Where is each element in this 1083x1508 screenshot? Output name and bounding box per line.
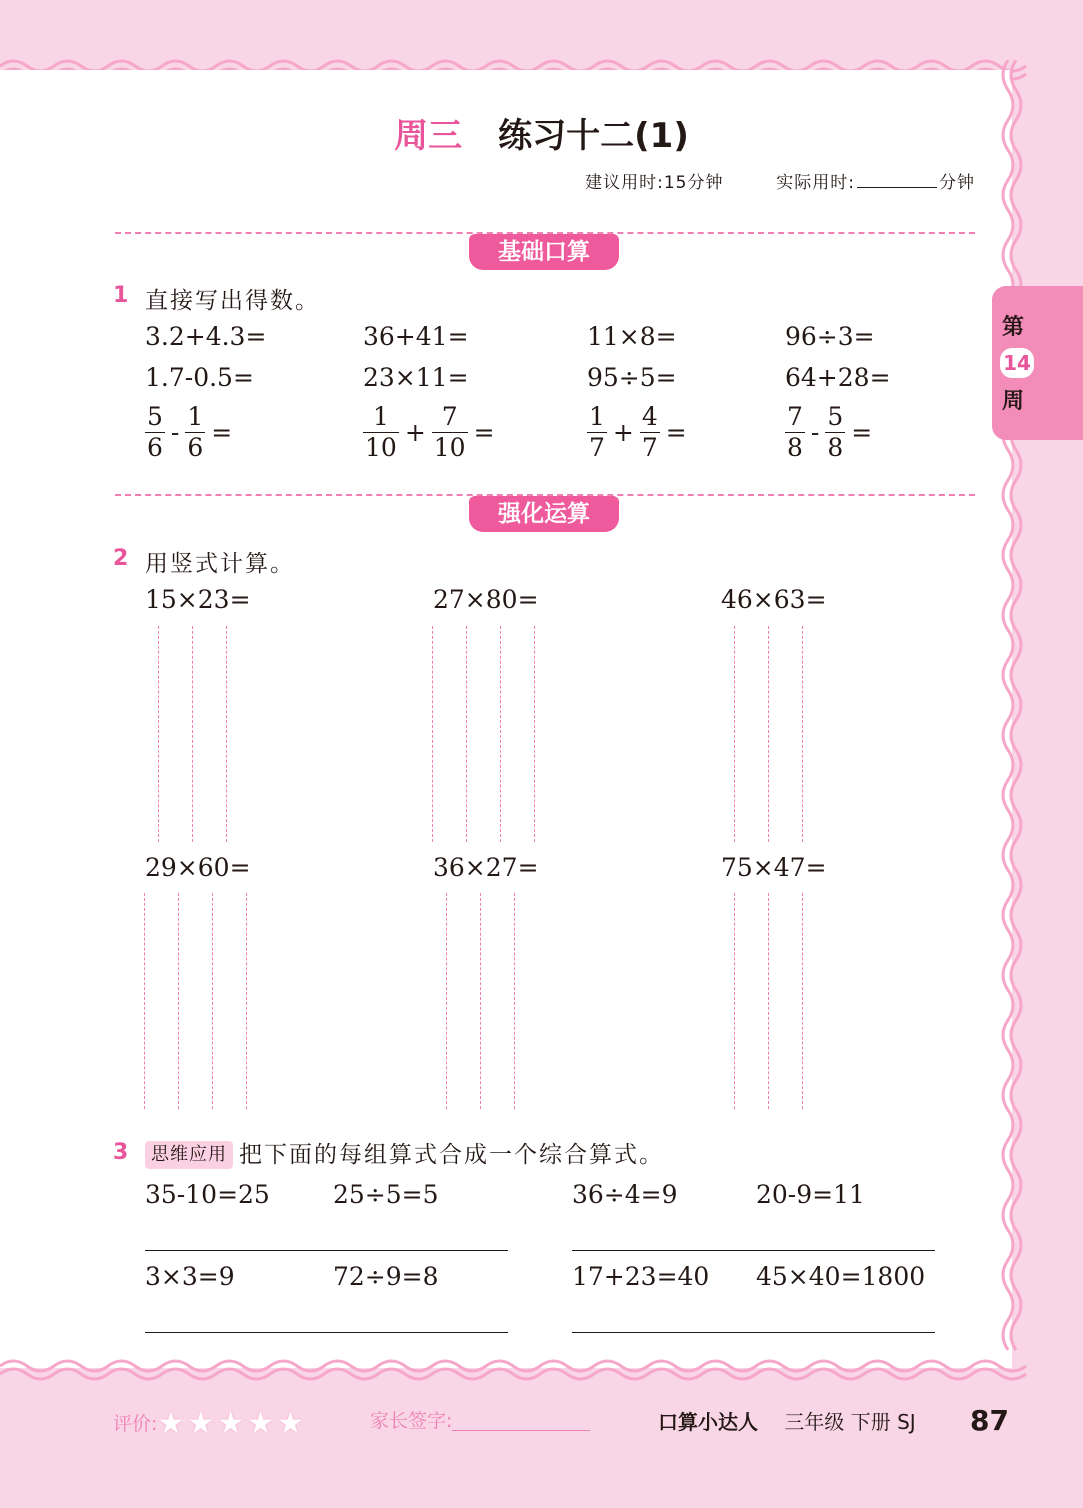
equation: 45×40=1800 bbox=[756, 1262, 926, 1291]
equation: 35-10=25 bbox=[145, 1180, 270, 1209]
guide-line bbox=[500, 626, 501, 842]
suggested-time: 建议用时:15分钟 bbox=[585, 173, 724, 193]
star-rating-icon[interactable]: ★★★★★ bbox=[157, 1406, 307, 1441]
fraction: $\frac{4}{7}$ bbox=[641, 402, 658, 462]
guide-line bbox=[802, 893, 803, 1109]
day-label: 周三 bbox=[394, 116, 463, 156]
answer-line[interactable] bbox=[572, 1250, 935, 1251]
week-tab bbox=[992, 286, 1083, 440]
fraction: $\frac{5}{6}$ bbox=[147, 402, 163, 462]
equation: 25÷5=5 bbox=[333, 1180, 439, 1209]
week-suffix: 周 bbox=[1002, 389, 1025, 414]
fraction-problem: $\frac{1}{10}$ + $\frac{7}{10}$ = bbox=[365, 402, 495, 462]
vertical-problem: 15×23= bbox=[145, 585, 251, 614]
oral-problem: 3.2+4.3= bbox=[145, 322, 267, 351]
guide-line bbox=[158, 626, 159, 842]
week-number: 14 bbox=[1000, 348, 1034, 378]
fraction: $\frac{1}{7}$ bbox=[589, 402, 605, 462]
actual-time-field[interactable] bbox=[857, 187, 937, 188]
guide-line bbox=[768, 893, 769, 1109]
oral-problem: 96÷3= bbox=[785, 322, 875, 351]
guide-line bbox=[514, 893, 515, 1109]
page-title bbox=[0, 108, 1083, 157]
edition: SJ bbox=[897, 1410, 916, 1434]
guide-line bbox=[734, 893, 735, 1109]
evaluation-label: 评价: bbox=[113, 1413, 158, 1435]
oral-problem: 11×8= bbox=[587, 322, 677, 351]
guide-line bbox=[534, 626, 535, 842]
lesson-title: 练习十二(1) bbox=[498, 116, 689, 156]
week-prefix: 第 bbox=[1002, 315, 1025, 340]
guide-line bbox=[734, 626, 735, 842]
guide-line bbox=[432, 626, 433, 842]
fraction-problem: $\frac{1}{7}$ + $\frac{4}{7}$ = bbox=[589, 402, 687, 462]
vertical-problem: 27×80= bbox=[433, 585, 539, 614]
fraction: $\frac{7}{10}$ bbox=[433, 402, 466, 462]
equation: 20-9=11 bbox=[756, 1180, 865, 1209]
answer-line[interactable] bbox=[145, 1250, 508, 1251]
equation: 72÷9=8 bbox=[333, 1262, 439, 1291]
section-tag-advanced: 强化运算 bbox=[469, 496, 619, 532]
vertical-problem: 36×27= bbox=[433, 853, 539, 882]
question-number: 1 bbox=[113, 283, 129, 308]
thinking-badge: 思维应用 bbox=[145, 1141, 233, 1169]
answer-line[interactable] bbox=[572, 1332, 935, 1333]
fraction: $\frac{1}{6}$ bbox=[187, 402, 204, 462]
oral-problem: 36+41= bbox=[363, 322, 469, 351]
guide-line bbox=[226, 626, 227, 842]
question-instruction: 直接写出得数。 bbox=[145, 288, 320, 314]
evaluation bbox=[113, 1406, 307, 1441]
volume: 下册 bbox=[850, 1410, 891, 1434]
question-number: 2 bbox=[113, 546, 129, 571]
equation: 36÷4=9 bbox=[572, 1180, 678, 1209]
minutes-unit: 分钟 bbox=[939, 173, 975, 193]
oral-problem: 23×11= bbox=[363, 363, 469, 392]
oral-problem: 1.7-0.5= bbox=[145, 363, 254, 392]
answer-line[interactable] bbox=[145, 1332, 508, 1333]
actual-time-label: 实际用时: bbox=[776, 173, 855, 193]
timing-info bbox=[585, 168, 975, 193]
fraction: $\frac{5}{8}$ bbox=[827, 402, 844, 462]
question-text: 把下面的每组算式合成一个综合算式。 bbox=[239, 1142, 664, 1168]
equation: 3×3=9 bbox=[145, 1262, 235, 1291]
guide-line bbox=[192, 626, 193, 842]
right-wave-border bbox=[996, 60, 1036, 1370]
question-number: 3 bbox=[113, 1140, 129, 1165]
fraction-problem: $\frac{7}{8}$ - $\frac{5}{8}$ = bbox=[787, 402, 873, 462]
book-info bbox=[658, 1406, 916, 1435]
guide-line bbox=[802, 626, 803, 842]
guide-line bbox=[480, 893, 481, 1109]
parent-signature bbox=[370, 1406, 590, 1433]
vertical-problem: 29×60= bbox=[145, 853, 251, 882]
fraction: $\frac{7}{8}$ bbox=[787, 402, 803, 462]
oral-problem: 95÷5= bbox=[587, 363, 677, 392]
question-instruction: 用竖式计算。 bbox=[145, 551, 295, 577]
parent-sign-label: 家长签字: bbox=[370, 1410, 453, 1432]
guide-line bbox=[144, 893, 145, 1109]
guide-line bbox=[246, 893, 247, 1109]
vertical-problem: 75×47= bbox=[721, 853, 827, 882]
guide-line bbox=[768, 626, 769, 842]
guide-line bbox=[446, 893, 447, 1109]
grade: 三年级 bbox=[784, 1410, 845, 1434]
section-tag-basic: 基础口算 bbox=[469, 234, 619, 270]
book-name: 口算小达人 bbox=[658, 1410, 758, 1434]
guide-line bbox=[178, 893, 179, 1109]
fraction: $\frac{1}{10}$ bbox=[365, 402, 397, 462]
vertical-problem: 46×63= bbox=[721, 585, 827, 614]
question-instruction bbox=[145, 1136, 664, 1169]
equation: 17+23=40 bbox=[572, 1262, 710, 1291]
page-number: 87 bbox=[970, 1404, 1009, 1437]
oral-problem: 64+28= bbox=[785, 363, 891, 392]
guide-line bbox=[466, 626, 467, 842]
guide-line bbox=[212, 893, 213, 1109]
parent-sign-field[interactable] bbox=[452, 1430, 590, 1431]
fraction-problem: $\frac{5}{6}$ - $\frac{1}{6}$ = bbox=[147, 402, 233, 462]
bottom-wave-border bbox=[0, 1352, 1083, 1392]
